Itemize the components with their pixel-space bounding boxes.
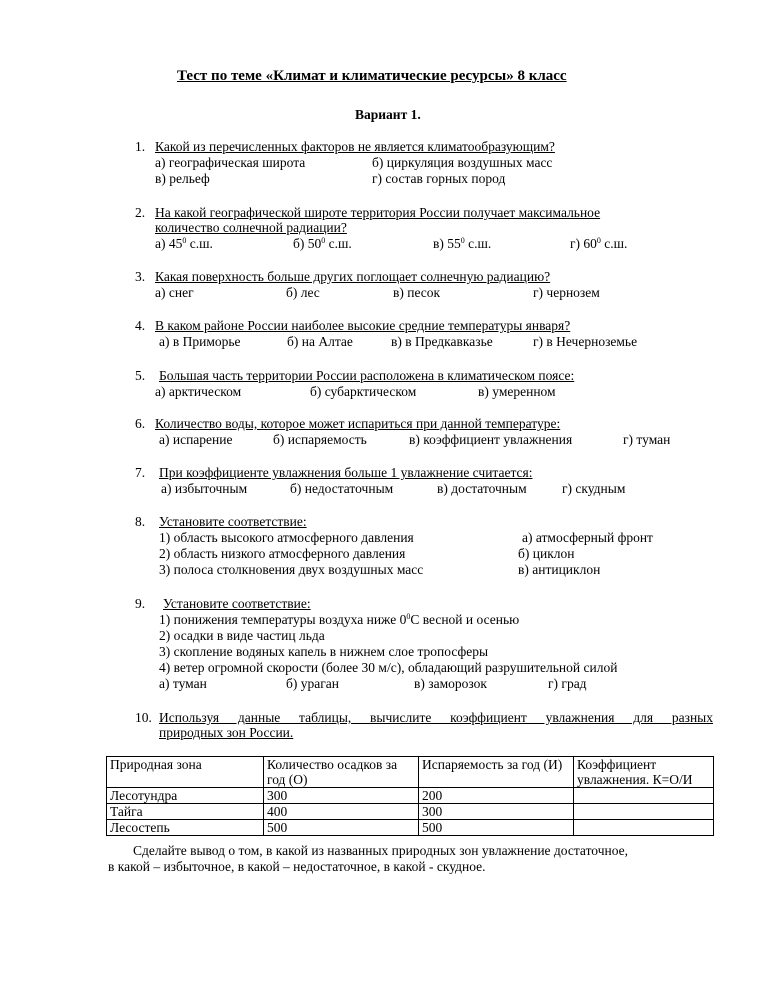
answer-c: в) заморозок [414,676,487,691]
question-number: 1. [135,139,146,154]
match-item-3: 3) скопление водяных капель в нижнем слое тропосферы [159,644,489,659]
answer-c: в) в Предкавказье [391,334,493,349]
answer-d: г) град [548,676,587,691]
match-left-2: 2) область низкого атмосферного давления [159,546,406,561]
answer-a: а) $45^0$ с.ш. [155,236,213,251]
answer-a: а) арктическом [155,384,242,399]
question-text: Большая часть территории России расположена в климатическом поясе: [159,368,575,383]
answer-b: б) $50^0$ с.ш. [293,236,352,251]
answer-c: в) песок [393,285,441,300]
answer-c: в) рельеф [155,171,210,186]
match-item-1: 1) понижения температуры воздуха ниже $0^0С$ весной и осенью [159,612,520,627]
table-cell: Тайга [107,804,264,820]
table-header-row [107,757,714,788]
match-right-3: в) антициклон [518,562,601,577]
answer-d: г) в Нечерноземье [533,334,638,349]
question-text: В каком районе России наиболее высокие средние температуры января? [155,318,571,333]
answer-c: в) коэффициент увлажнения [409,432,573,447]
table-row [107,804,714,820]
question-text-line-1: На какой географической широте территория России получает максимальное [155,205,601,220]
table-cell: Лесотундра [107,788,264,804]
question-text: Какая поверхность больше других поглощает солнечную радиацию? [155,269,551,284]
answer-a: а) туман [159,676,207,691]
answer-b: б) ураган [286,676,339,691]
table-cell [574,788,714,804]
table-row [107,788,714,804]
table-header-cell: Количество осадков за год (О) [264,757,419,788]
table-row [107,820,714,836]
answer-b: б) недостаточным [290,481,394,496]
table-header-cell: Коэффициент увлажнения. К=О/И [574,757,714,788]
table-cell: 400 [264,804,419,820]
question-text: Установите соответствие: [159,514,307,529]
question-text-line-2: количество солнечной радиации? [155,220,347,235]
question-number: 7. [135,465,146,480]
table-cell: 500 [419,820,574,836]
question-number: 6. [135,416,146,431]
table-header-cell: Природная зона [107,757,264,788]
answer-a: а) снег [155,285,194,300]
question-number: 3. [135,269,146,284]
table-cell [574,804,714,820]
table-cell: 300 [419,804,574,820]
table-cell: Лесостепь [107,820,264,836]
match-left-3: 3) полоса столкновения двух воздушных масс [159,562,424,577]
answer-c: в) достаточным [437,481,527,496]
answer-c: в) $55^0$ с.ш. [433,236,492,251]
answer-a: а) географическая широта [155,155,306,170]
answer-c: в) умеренном [478,384,556,399]
conclusion-line-2: в какой – избыточное, в какой – недостаточное, в какой - скудное. [108,859,486,874]
table-cell [574,820,714,836]
match-left-1: 1) область высокого атмосферного давления [159,530,414,545]
question-number: 8. [135,514,146,529]
answer-a: а) в Приморье [159,334,241,349]
answer-b: б) субарктическом [310,384,417,399]
answer-a: а) испарение [159,432,233,447]
page-title: Тест по теме «Климат и климатические ресурсы» 8 класс [177,68,567,84]
question-text-line-2: природных зон России. [159,725,294,740]
conclusion-line-1: Сделайте вывод о том, в какой из названных природных зон увлажнение достаточное, [133,843,628,858]
question-number: 4. [135,318,146,333]
answer-b: б) испаряемость [273,432,367,447]
variant-label: Вариант 1. [355,107,421,122]
question-text: Какой из перечисленных факторов не является климатообразующим? [155,139,555,154]
table-header-cell: Испаряемость за год (И) [419,757,574,788]
match-right-1: а) атмосферный фронт [522,530,653,545]
answer-b: б) на Алтае [287,334,353,349]
answer-d: г) туман [623,432,671,447]
match-item-4: 4) ветер огромной скорости (более 30 м/с), обладающий разрушительной силой [159,660,618,675]
question-number: 9. [135,596,146,611]
question-number: 2. [135,205,146,220]
match-item-2: 2) осадки в виде частиц льда [159,628,325,643]
answer-d: г) скудным [562,481,626,496]
answer-d: г) чернозем [533,285,600,300]
question-number: 5. [135,368,146,383]
question-text: При коэффициенте увлажнения больше 1 увлажнение считается: [159,465,533,480]
question-text: Установите соответствие: [163,596,311,611]
answer-a: а) избыточным [161,481,248,496]
answer-d: г) состав горных пород [372,171,506,186]
question-text-line-1: Используя данные таблицы, вычислите коэффициент увлажнения для разных [159,710,713,725]
table-cell: 200 [419,788,574,804]
humidity-table [106,756,714,836]
table-cell: 300 [264,788,419,804]
table-cell: 500 [264,820,419,836]
question-text: Количество воды, которое может испариться при данной температуре: [155,416,561,431]
answer-b: б) циркуляция воздушных масс [372,155,553,170]
match-right-2: б) циклон [518,546,575,561]
answer-d: г) $60^0$ с.ш. [570,236,628,251]
question-number: 10. [135,710,152,725]
answer-b: б) лес [286,285,320,300]
